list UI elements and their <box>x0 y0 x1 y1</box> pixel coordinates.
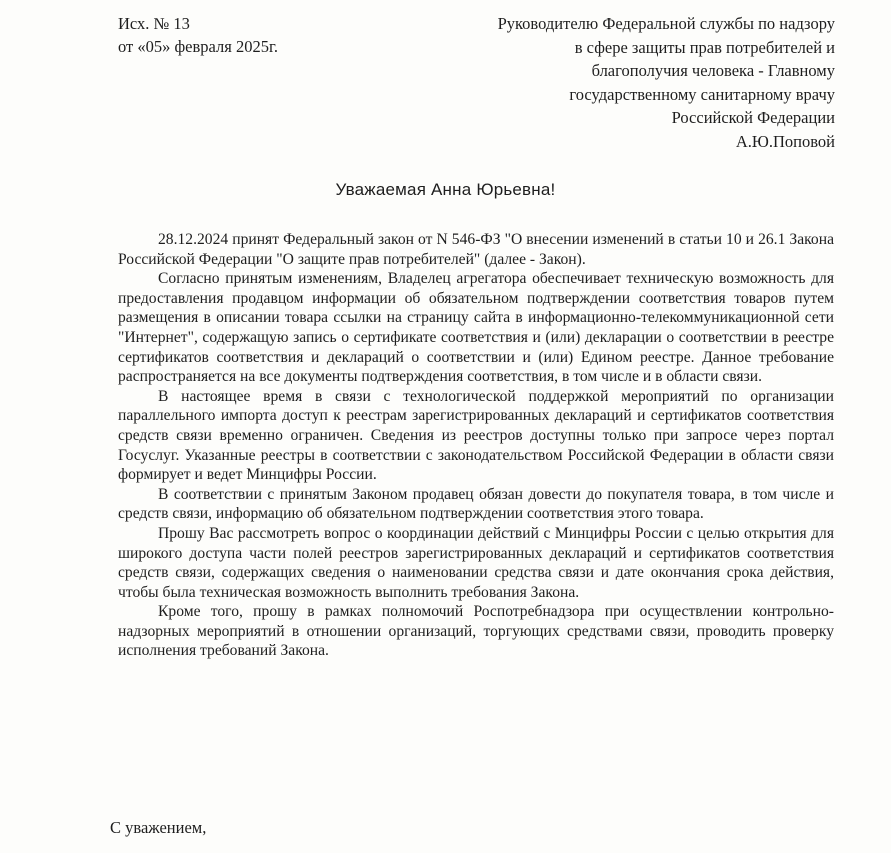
body-paragraph: Прошу Вас рассмотреть вопрос о координации действий с Минцифры России с целью открытия для широкого доступа части полей реестров зарегистрированных деклараций и сертификатов соответствия средств связи, содержащих сведения о наименовании средства связи и дате окончания срока действия, чтобы была техническая возможность выполнить требования Закона. <box>118 524 834 601</box>
addressee-line: в сфере защиты прав потребителей и <box>574 37 835 57</box>
outgoing-reference <box>118 12 278 58</box>
body-paragraph: В соответствии с принятым Законом продавец обязан довести до покупателя товара, в том числе и средств связи, информацию об обязательном подтверждении соответствия этого товара. <box>118 485 834 523</box>
addressee-name: А.Ю.Поповой <box>735 131 835 151</box>
addressee-line: государственному санитарному врачу <box>569 84 835 104</box>
signoff: С уважением, <box>110 818 207 837</box>
addressee-block <box>365 12 835 153</box>
addressee-line: Российской Федерации <box>671 108 835 127</box>
letter-body <box>118 230 834 661</box>
outgoing-date: от «05» февраля 2025г. <box>118 37 278 56</box>
addressee-line: благополучия человека - Главному <box>591 61 835 80</box>
body-paragraph: Согласно принятым изменениям, Владелец агрегатора обеспечивает техническую возможность для предоставления продавцом информации об обязательном подтверждении соответствия товаров путем размещения в описании товара ссылки на страницу сайта в информационно-телекоммуникационной сети "Интернет", содержащую запись о сертификате соответствия и (или) декларации о соответствии в реестре сертификатов соответствия и деклараций о соответствии и (или) Едином реестре. Данное требование распространяется на все документы подтверждения соответствия, в том числе и в области связи. <box>118 270 834 386</box>
body-paragraph: Кроме того, прошу в рамках полномочий Роспотребнадзора при осуществлении контрольно-надзорных мероприятий в отношении организаций, торгующих средствами связи, проводить проверку исполнения требований Закона. <box>118 603 834 660</box>
body-paragraph: 28.12.2024 принят Федеральный закон от N 546-ФЗ "О внесении изменений в статьи 10 и 26.1 Закона Российской Федерации "О защите прав потребителей" (далее - Закон). <box>118 231 834 268</box>
body-paragraph: В настоящее время в связи с технологической поддержкой мероприятий по организации параллельного импорта доступ к реестрам зарегистрированных деклараций и сертификатов соответствия средств связи временно ограничен. Сведения из реестров доступны только при запросе через портал Госуслуг. Указанные реестры в соответствии с законодательством Российской Федерации в области связи формирует и ведет Минцифры России. <box>118 387 834 484</box>
addressee-line: Руководителю Федеральной службы по надзору <box>497 14 835 33</box>
outgoing-number: Исх. № 13 <box>118 14 190 33</box>
greeting: Уважаемая Анна Юрьевна! <box>335 180 556 199</box>
